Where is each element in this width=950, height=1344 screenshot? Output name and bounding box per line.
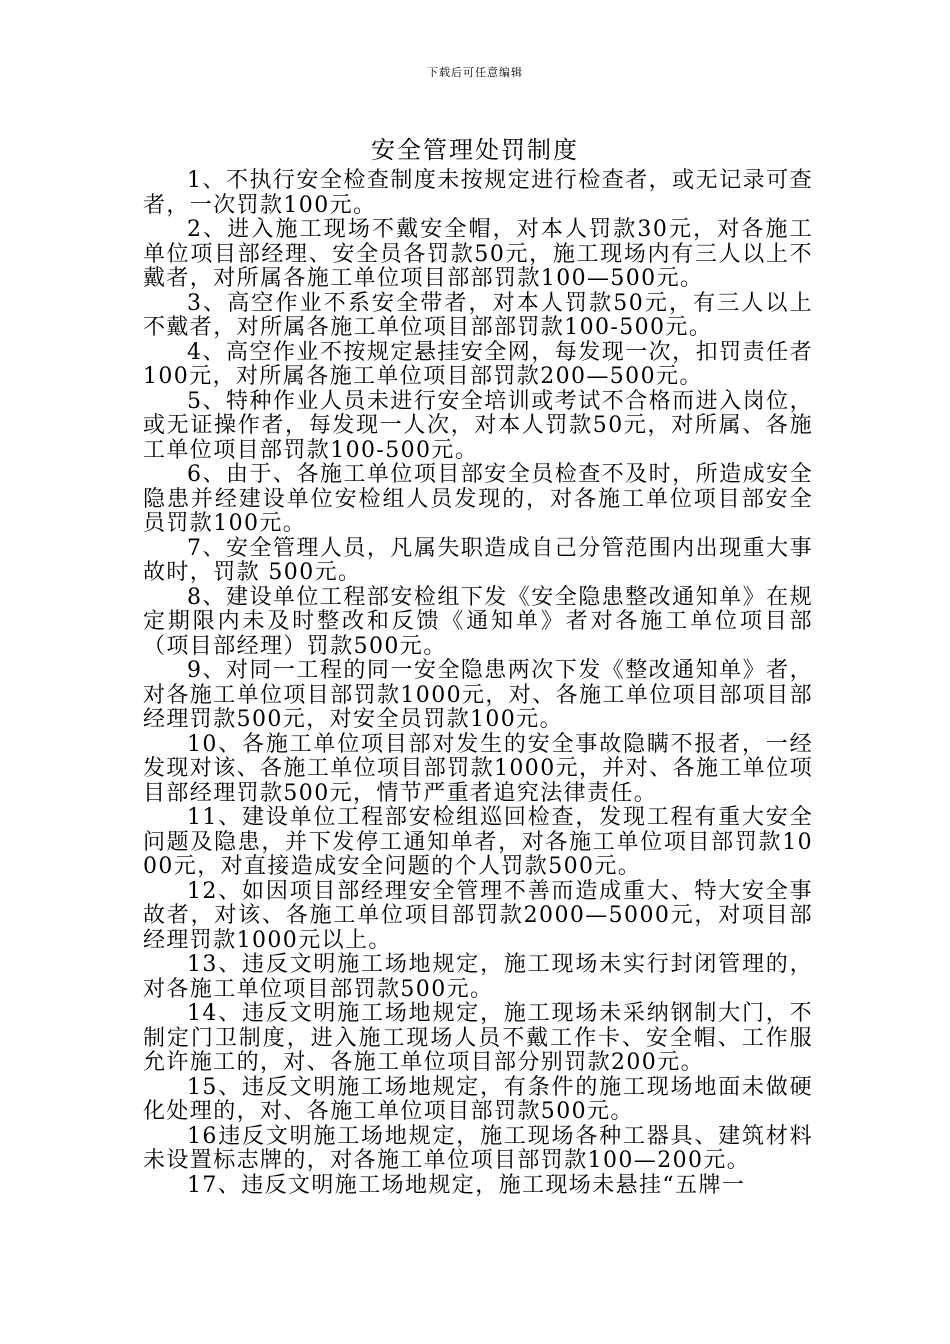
document-body: [143, 169, 813, 1198]
paragraph-13: 13、违反文明施工场地规定，施工现场未实行封闭管理的，对各施工单位项目部罚款500元。: [143, 952, 813, 1002]
paragraph-4: 4、高空作业不按规定悬挂安全网，每发现一次，扣罚责任者100元，对所属各施工单位项目部罚款200—500元。: [143, 339, 813, 389]
paragraph-12: 12、如因项目部经理安全管理不善而造成重大、特大安全事故者，对该、各施工单位项目部罚款2000—5000元，对项目部经理罚款1000元以上。: [143, 878, 813, 953]
paragraph-8: 8、建设单位工程部安检组下发《安全隐患整改通知单》在规定期限内未及时整改和反馈《通知单》者对各施工单位项目部（项目部经理）罚款500元。: [143, 584, 813, 659]
paragraph-1: 1、不执行安全检查制度未按规定进行检查者，或无记录可查者，一次罚款100元。: [143, 168, 813, 218]
document-title: 安全管理处罚制度: [371, 136, 579, 164]
paragraph-9: 9、对同一工程的同一安全隐患两次下发《整改通知单》者，对各施工单位项目部罚款1000元，对、各施工单位项目部项目部经理罚款500元，对安全员罚款100元。: [143, 658, 813, 732]
paragraph-15: 15、违反文明施工场地规定，有条件的施工现场地面未做硬化处理的，对、各施工单位项目部罚款500元。: [143, 1074, 813, 1124]
paragraph-7: 7、安全管理人员，凡属失职造成自己分管范围内出现重大事故时，罚款 500元。: [143, 535, 813, 585]
header-note: 下载后可任意编辑: [427, 66, 523, 79]
paragraph-11: 11、建设单位工程部安检组巡回检查，发现工程有重大安全问题及隐患，并下发停工通知单者，对各施工单位项目部罚款1000元，对直接造成安全问题的个人罚款500元。: [143, 805, 813, 879]
paragraph-14: 14、违反文明施工场地规定，施工现场未采纳钢制大门，不制定门卫制度，进入施工现场人员不戴工作卡、安全帽、工作服允许施工的，对、各施工单位项目部分别罚款200元。: [143, 1001, 813, 1075]
paragraph-3: 3、高空作业不系安全带者，对本人罚款50元，有三人以上不戴者，对所属各施工单位项目部部罚款100-500元。: [143, 290, 813, 340]
paragraph-10: 10、各施工单位项目部对发生的安全事故隐瞒不报者，一经发现对该、各施工单位项目部罚款1000元，并对、各施工单位项目部经理罚款500元，情节严重者追究法律责任。: [143, 731, 813, 806]
paragraph-5: 5、特种作业人员未进行安全培训或考试不合格而进入岗位，或无证操作者，每发现一人次，对本人罚款50元，对所属、各施工单位项目部罚款100-500元。: [143, 388, 813, 463]
paragraph-16: 16违反文明施工场地规定，施工现场各种工器具、建筑材料未设置标志牌的，对各施工单位项目部罚款100—200元。: [143, 1123, 813, 1173]
paragraph-2: 2、进入施工现场不戴安全帽，对本人罚款30元，对各施工单位项目部经理、安全员各罚款50元，施工现场内有三人以上不戴者，对所属各施工单位项目部部罚款100—500元。: [143, 217, 813, 291]
paragraph-17: 17、违反文明施工场地规定，施工现场未悬挂“五牌一: [187, 1172, 746, 1198]
paragraph-6: 6、由于、各施工单位项目部安全员检查不及时，所造成安全隐患并经建设单位安检组人员发现的，对各施工单位项目部安全员罚款100元。: [143, 462, 813, 536]
